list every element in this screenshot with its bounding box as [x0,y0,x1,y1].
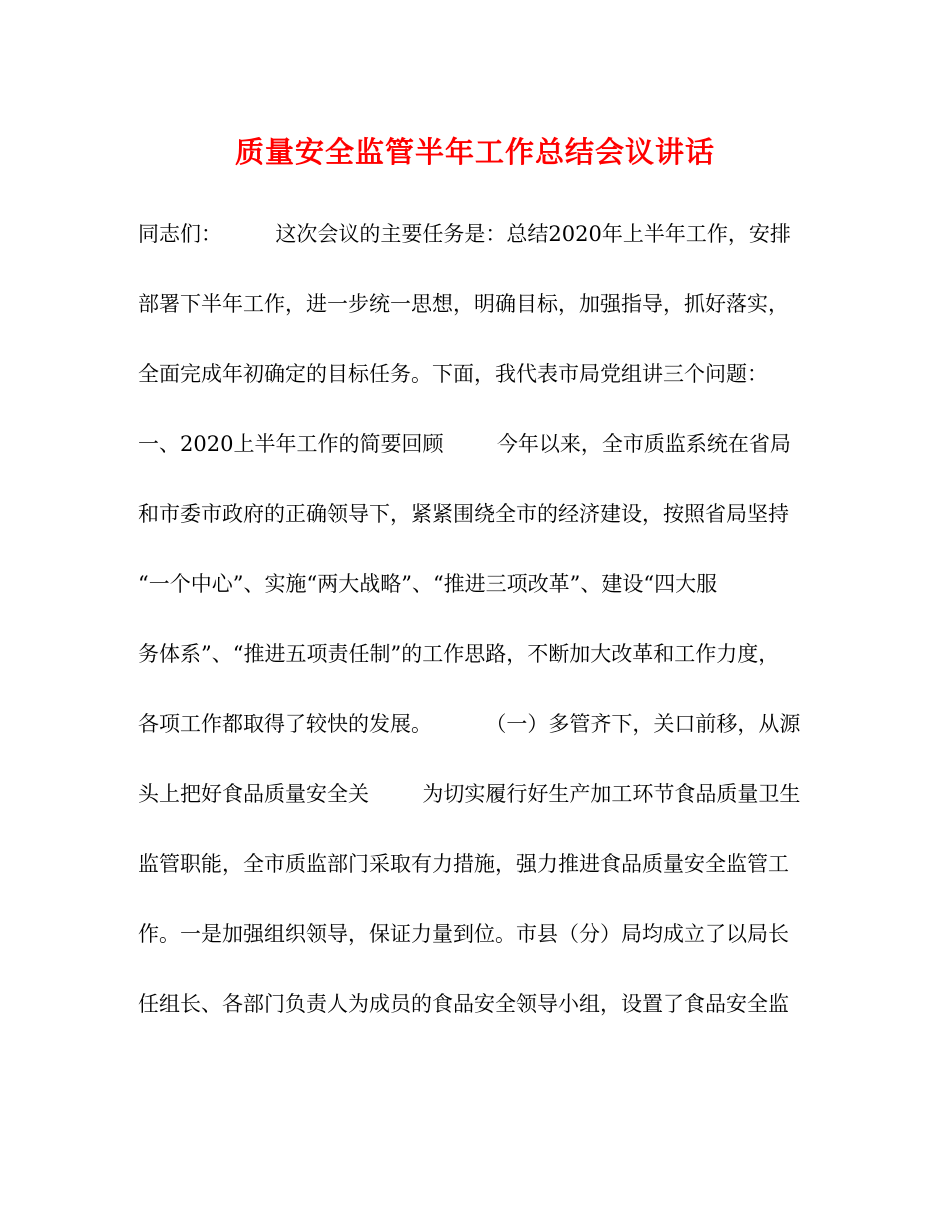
body-line: 务体系”、“推进五项责任制”的工作思路，不断加大改革和工作力度， [138,642,780,666]
body-line: “一个中心”、实施“两大战略”、“推进三项改革”、建设“四大服 [138,572,718,596]
body-line: 一、2020上半年工作的简要回顾 今年以来，全市质监系统在省局 [138,432,791,456]
body-line: 作。一是加强组织领导，保证力量到位。市县（分）局均成立了以局长 [138,922,789,946]
body-line: 各项工作都取得了较快的发展。 （一）多管齐下，关口前移，从源 [138,712,801,736]
body-line: 和市委市政府的正确领导下，紧紧围绕全市的经济建设，按照省局坚持 [138,502,789,526]
body-line: 部署下半年工作，进一步统一思想，明确目标，加强指导，抓好落实， [138,292,789,316]
body-line: 任组长、各部门负责人为成员的食品安全领导小组，设置了食品安全监 [138,992,789,1016]
document-title: 质量安全监管半年工作总结会议讲话 [234,135,715,169]
body-line: 同志们： 这次会议的主要任务是：总结2020年上半年工作，安排 [138,222,791,246]
body-line: 监管职能，全市质监部门采取有力措施，强力推进食品质量安全监管工 [138,852,789,876]
body-line: 全面完成年初确定的目标任务。下面，我代表市局党组讲三个问题： [138,362,768,386]
body-line: 头上把好食品质量安全关 为切实履行好生产加工环节食品质量卫生 [138,782,801,806]
document-body [138,218,838,1058]
